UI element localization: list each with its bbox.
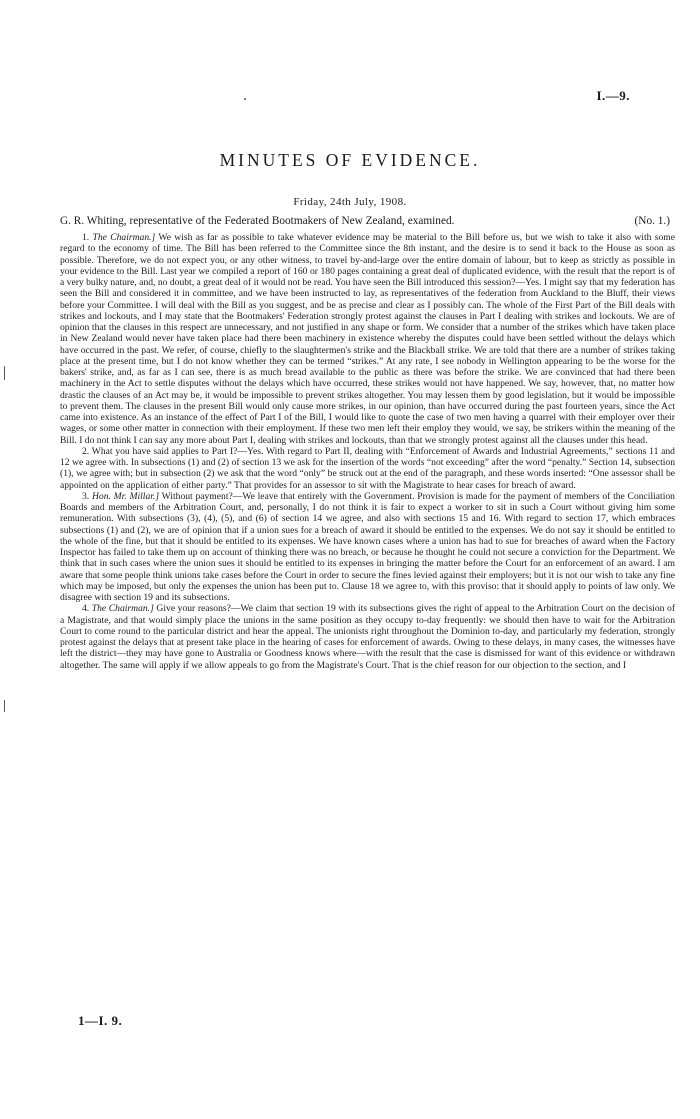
scan-speck <box>4 700 5 712</box>
evidence-paragraph <box>60 232 675 446</box>
question-number: 3. <box>82 490 90 502</box>
witness-intro: G. R. Whiting, representative of the Federated Bootmakers of New Zealand, examined. <box>60 215 455 227</box>
question-number: 2. <box>82 445 90 457</box>
evidence-paragraph <box>60 491 675 604</box>
paragraph-text: Give your reasons?—We claim that section 19 with its subsections gives the right of appeal to the Arbitration Court on the decision of a Magistrate, and that would simply place the unions in the same position as they occupy to-day frequently: we should then have to wait for the Arbitration Court to come round to the particular district and hear the appeal. The unionists right throughout the Dominion to-day, and particularly my federation, strongly protest against the delays that at present take place in the hearing of cases for enforcement of awards. Owing to these delays, in many cases, the witnesses have left the district—they may have gone to Australia or Goodness knows where—with the result that the case is dismissed for want of this evidence or withdrawn altogether. The same will apply if we allow appeals to go from the Magistrate's Court. That is the chief reason for our objection to the section, and I <box>60 603 676 671</box>
scan-speck <box>244 98 246 100</box>
speaker: The Chairman.] <box>91 603 154 615</box>
date-line: Friday, 24th July, 1908. <box>293 196 407 208</box>
evidence-paragraph <box>60 446 675 491</box>
witness-number: (No. 1.) <box>634 215 670 227</box>
paragraph-text: Without payment?—We leave that entirely with the Government. Provision is made for the payment of members of the Conciliation Boards and members of the Arbitration Court, and, personally, I do not think it is fair to expect a worker to sit in such a Court without giving him some remuneration. With subsections (3), (4), (5), and (6) of section 14 we agree, and also with sections 15 and 16. With regard to section 17, which embraces subsections (1) and (2), we are of opinion that if a union sues for a breach of award it should be entitled to the expenses. We do not say it should be entitled to the whole of the fine, but that it should be entitled to its expenses. We have known cases where a union has had to sue for breaches of award when the Factory Inspector has failed to take them up on account of thinking there was no breach, or because he thought he could not secure a conviction for the Department. We think that in such cases where the union sues it should be entitled to its expenses in bringing the matter before the Court for an enforcement of an award. I am aware that some people think unions take cases before the Court in order to secure the fines levied against their employers; but it is not our wish to take any fine which may be imposed, but only the expenses the union has been put to. Clause 18 we agree to, with this proviso: that it should apply to points of law only. We disagree with section 19 and its subsections. <box>60 490 675 603</box>
page-title: MINUTES OF EVIDENCE. <box>219 150 481 170</box>
speaker: The Chairman.] <box>92 232 156 243</box>
signature-mark: 1—I. 9. <box>78 1013 123 1028</box>
paragraph-text: We wish as far as possible to take whatever evidence may be material to the Bill before us, but we wish to take it also with some regard to the economy of time. The Bill has been referred to the Committee since the 8th instant, and the desire is to send it back to the House as soon as possible. Therefore, we do not expect you, or any other witness, to travel by-and-large over the entire domain of labour, but to keep as strictly as possible in your evidence to the Bill. Last year we compiled a report of 160 or 180 pages containing a great deal of duplicated evidence, with the result that the report is of a very bulky nature, and, no doubt, a great deal of it would not be read. You have seen the Bill introduced this session?—Yes. I might say that my federation has seen the Bill and considered it in committee, and we have been instructed to lay, as representatives of the federation from Auckland to the Bluff, their views before your Committee. I will deal with the Bill as you suggest, and be as precise and clear as I possibly can. The whole of the First Part of the Bill deals with strikes and lockouts, and I may state that the Bootmakers' Federation strongly protest against the clauses in Part I dealing with strikes and lockouts. We are of opinion that the clauses in this respect are unnecessary, and not justified in any shape or form. We consider that a number of the strikes which have taken place in New Zealand would never have taken place had there been machinery in existence whereby the disputes could have been settled without the delays which have occurred in the past. We refer, of course, chiefly to the slaughtermen's strike and the Blackball strike. We are told that there are a number of strikes taking place at the present time, but I do not know whether they can be termed “strikes.” At any rate, I see nobody in Wellington appearing to be the worse for the bakers' strike, and, as far as I can see, there is as much bread available to the public as there was before the strike. We are convinced that had there been machinery in the Act to settle disputes without the delays which have occurred, these strikes would not have happened. We say, however, that, no matter how drastic the clauses of an Act may be, it would be impossible to prevent strikes altogether. You may lessen them by good legislation, but it would be impossible to prevent them. The clauses in the present Bill would only cause more strikes, in our opinion, than have occurred during the past fourteen years, since the Act came into existence. As an instance of the effect of Part I of the Bill, I would like to quote the case of two men having a quarrel with their employer over their wages, or some other matter in connection with their employment. If these two men left their employ they would, we say, be strikers within the meaning of the Bill. I do not think I can say any more about Part I, dealing with strikes and lockouts, than that we strongly protest against all the clauses under this head. <box>60 232 675 446</box>
page-reference: I.—9. <box>596 88 630 103</box>
scan-speck <box>4 366 5 380</box>
speaker: Hon. Mr. Millar.] <box>91 490 160 502</box>
question-number: 4. <box>82 603 90 615</box>
paragraph-text: What you have said applies to Part I?—Yes. With regard to Part II, dealing with “Enforcement of Awards and Industrial Agreements,” sections 11 and 12 we agree with. In subsections (1) and (2) of section 13 we ask for the insertion of the words “not exceeding” after the word “penalty.” Section 14, subsection (1), we agree with; but in subsection (2) we ask that the word “only” be struck out at the end of the paragraph, and these words inserted: “One assessor shall be appointed on the application of either party.” That provides for an assessor to sit with the Magistrate to hear cases for breach of award. <box>60 445 675 491</box>
evidence-paragraph <box>60 603 675 671</box>
witness-line <box>60 214 670 229</box>
question-number: 1. <box>82 232 90 243</box>
evidence-body <box>60 232 675 671</box>
